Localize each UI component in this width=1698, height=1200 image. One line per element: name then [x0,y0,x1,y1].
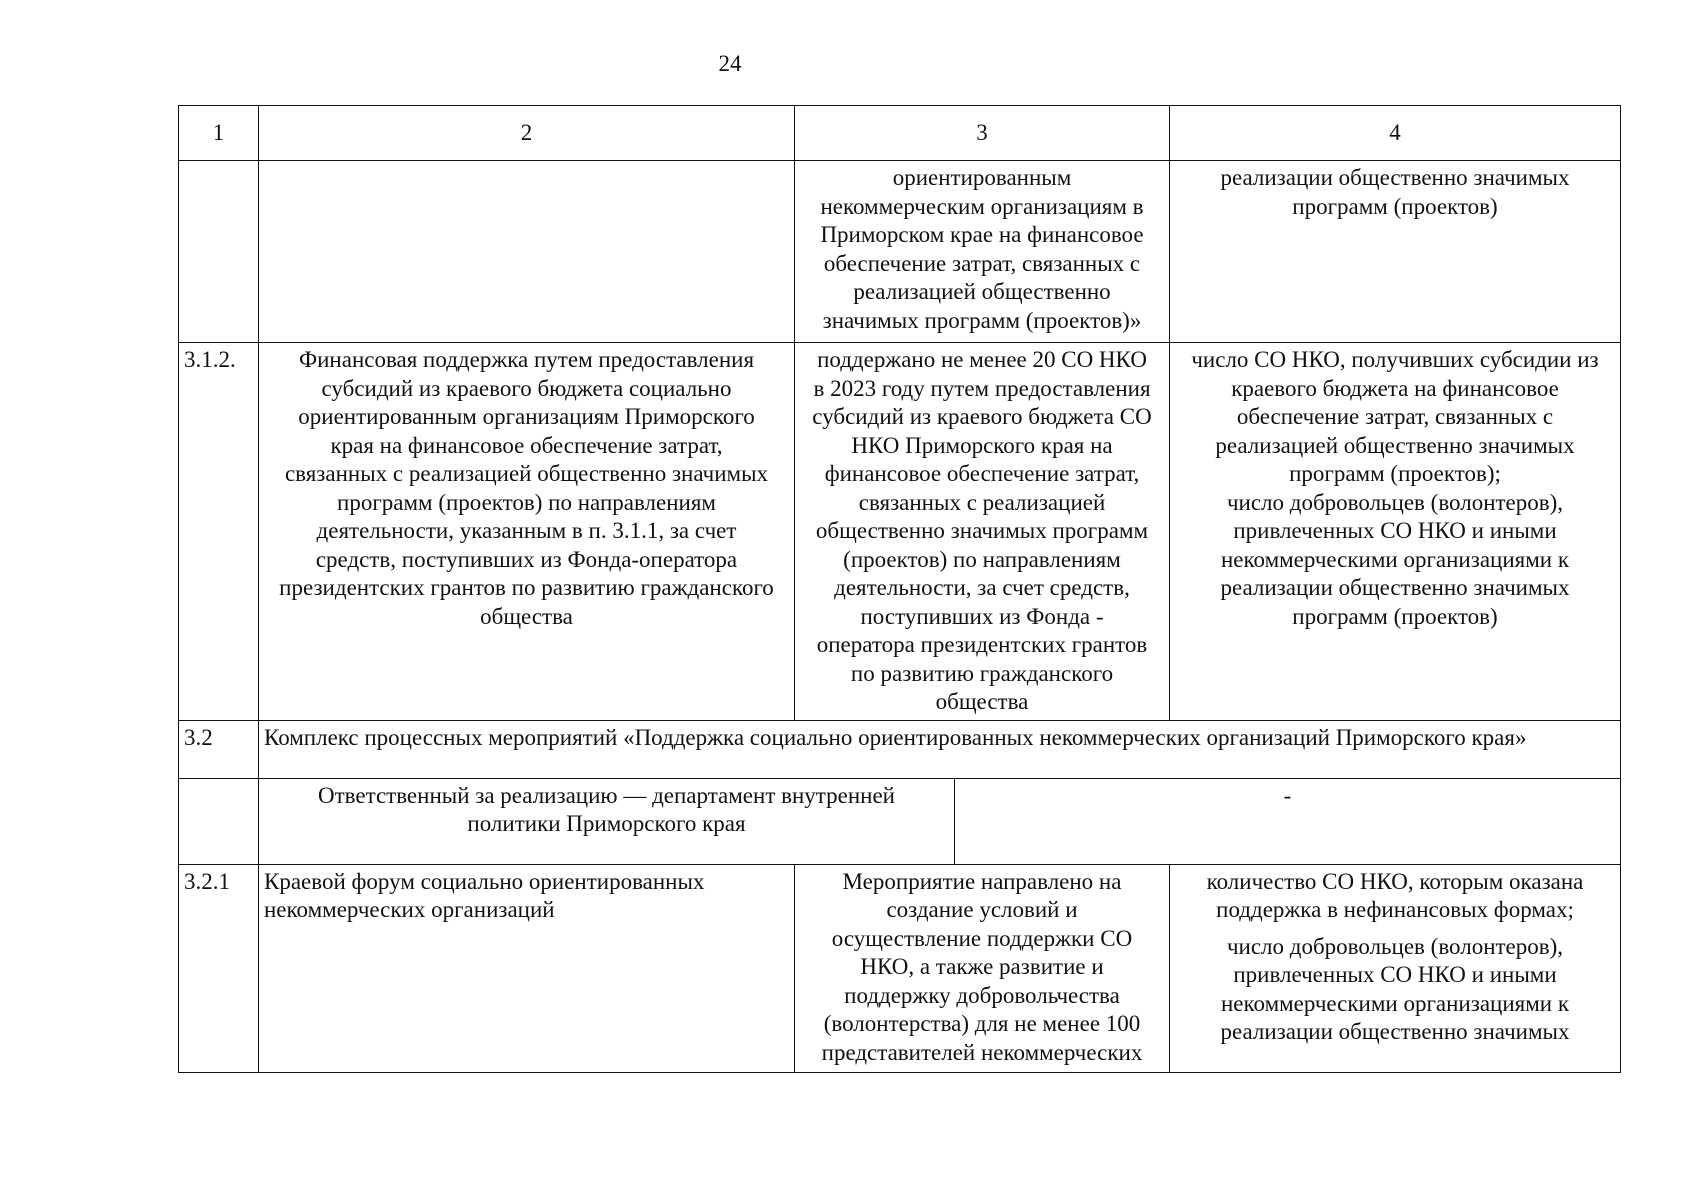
text-line: ориентированным [892,165,1072,190]
text-line: Приморском крае на финансовое [820,222,1144,247]
program-table [178,105,1621,1073]
text-line: связанных с реализацией общественно значимых [284,461,769,486]
text-line: (волонтерства) для не менее 100 [823,1011,1141,1036]
text-line: реализации общественно значимых [1220,1019,1570,1044]
text-line: осуществление поддержки СО [831,925,1133,951]
text-line: средств, поступивших из Фонда-оператора [315,546,738,572]
row-number: 3.2.1 [179,864,259,1072]
text-line: по развитию гражданского [850,660,1114,686]
text-line: в 2023 году путем предоставления [813,375,1151,401]
text-line: число добровольцев (волонтеров), [1226,933,1564,959]
text-line: реализации общественно значимых [1220,165,1570,190]
cell-result [795,343,1170,721]
header-cell-2: 2 [259,106,795,161]
text-line: количество СО НКО, которым оказана [1206,868,1584,894]
section-title: Комплекс процессных мероприятий «Поддержка социально ориентированных некоммерческих организаций Приморского края» [259,720,1621,778]
dash-cell: - [955,778,1621,864]
text-line: Финансовая поддержка путем предоставления [298,347,755,372]
text-line: некоммерческими организациями к [1220,546,1570,572]
text-line: привлеченных СО НКО и иными [1233,518,1557,543]
text-line: некоммерческим организациям в [820,193,1144,219]
text-line: Краевой форум социально ориентированных [264,868,705,894]
text-line: представителей некоммерческих [821,1039,1143,1065]
text-line: число добровольцев (волонтеров), [1226,489,1564,515]
text-line: деятельности, указанным в п. 3.1.1, за счет [316,518,737,543]
text-line: общественно значимых программ [815,518,1149,543]
cell-indicator [1170,343,1621,721]
text-line: субсидий из краевого бюджета социально [321,375,732,401]
cell-num-empty [179,778,259,864]
text-line: субсидий из краевого бюджета СО [812,404,1152,429]
table-row-continuation [179,161,1621,343]
table-row-3-1-2 [179,343,1621,721]
cell-desc-empty [259,161,795,343]
text-line: политики Приморского края [467,811,746,836]
text-line: программ (проектов) по направлениям [337,489,716,515]
cell-description [259,864,795,1072]
text-line: привлеченных СО НКО и иными [1233,962,1557,987]
text-line: поддержано не менее 20 СО НКО [817,347,1147,372]
text-line: НКО, а также развитие и [860,954,1104,979]
text-line: реализацией общественно значимых [1215,432,1575,458]
cell-result-continued [795,161,1170,343]
text-line: Мероприятие направлено на [842,868,1122,894]
text-line: ориентированным организациям Приморского [298,404,755,429]
text-line: обеспечение затрат, связанных с [1236,404,1554,429]
cell-indicator-continued [1170,161,1621,343]
text-line: некоммерческими организациями к [1220,990,1570,1016]
text-line: НКО Приморского края на [851,432,1113,458]
cell-indicator [1170,864,1621,1072]
text-line: число СО НКО, получивших субсидии из [1191,347,1599,372]
text-line: некоммерческих организаций [264,897,555,922]
text-line: связанных с реализацией [858,489,1106,515]
text-line: финансовое обеспечение затрат, [824,461,1140,486]
table-row-responsible [179,778,1621,864]
text-line: поддержка в нефинансовых формах; [1216,897,1574,922]
text-line: реализацией общественно [853,279,1111,304]
text-line: краевого бюджета на финансовое [1231,375,1559,401]
text-line: президентских грантов по развитию гражданского [279,575,774,600]
header-cell-3: 3 [795,106,1170,161]
header-cell-4: 4 [1170,106,1621,161]
page-number: 24 [718,51,742,76]
text-line: деятельности, за счет средств, [834,575,1130,600]
text-line: поступивших из Фонда - [860,603,1104,629]
text-line: поддержку добровольчества [844,982,1120,1008]
row-number: 3.2 [179,720,259,778]
text-line: программ (проектов) [1292,193,1498,219]
text-line: программ (проектов) [1292,603,1498,629]
text-line: общества [935,689,1029,714]
text-line: Ответственный за реализацию — департамент внутренней [318,782,895,808]
text-line: края на финансовое обеспечение затрат, [330,432,723,458]
cell-description [259,343,795,721]
text-line: оператора президентских грантов [816,632,1148,657]
cell-result [795,864,1170,1072]
header-cell-1: 1 [179,106,259,161]
text-line: значимых программ (проектов)» [822,307,1142,333]
text-line: общества [480,603,573,629]
text-line: обеспечение затрат, связанных с [823,250,1141,276]
responsible-cell [259,778,955,864]
table-row-3-2 [179,720,1621,778]
table-row-3-2-1 [179,864,1621,1072]
text-line: (проектов) по направлениям [843,546,1121,572]
cell-num-empty [179,161,259,343]
text-line: создание условий и [886,897,1078,922]
table-header-row [179,106,1621,161]
text-line: реализации общественно значимых [1220,575,1570,600]
text-line: программ (проектов); [1289,461,1501,486]
row-number: 3.1.2. [179,343,259,721]
